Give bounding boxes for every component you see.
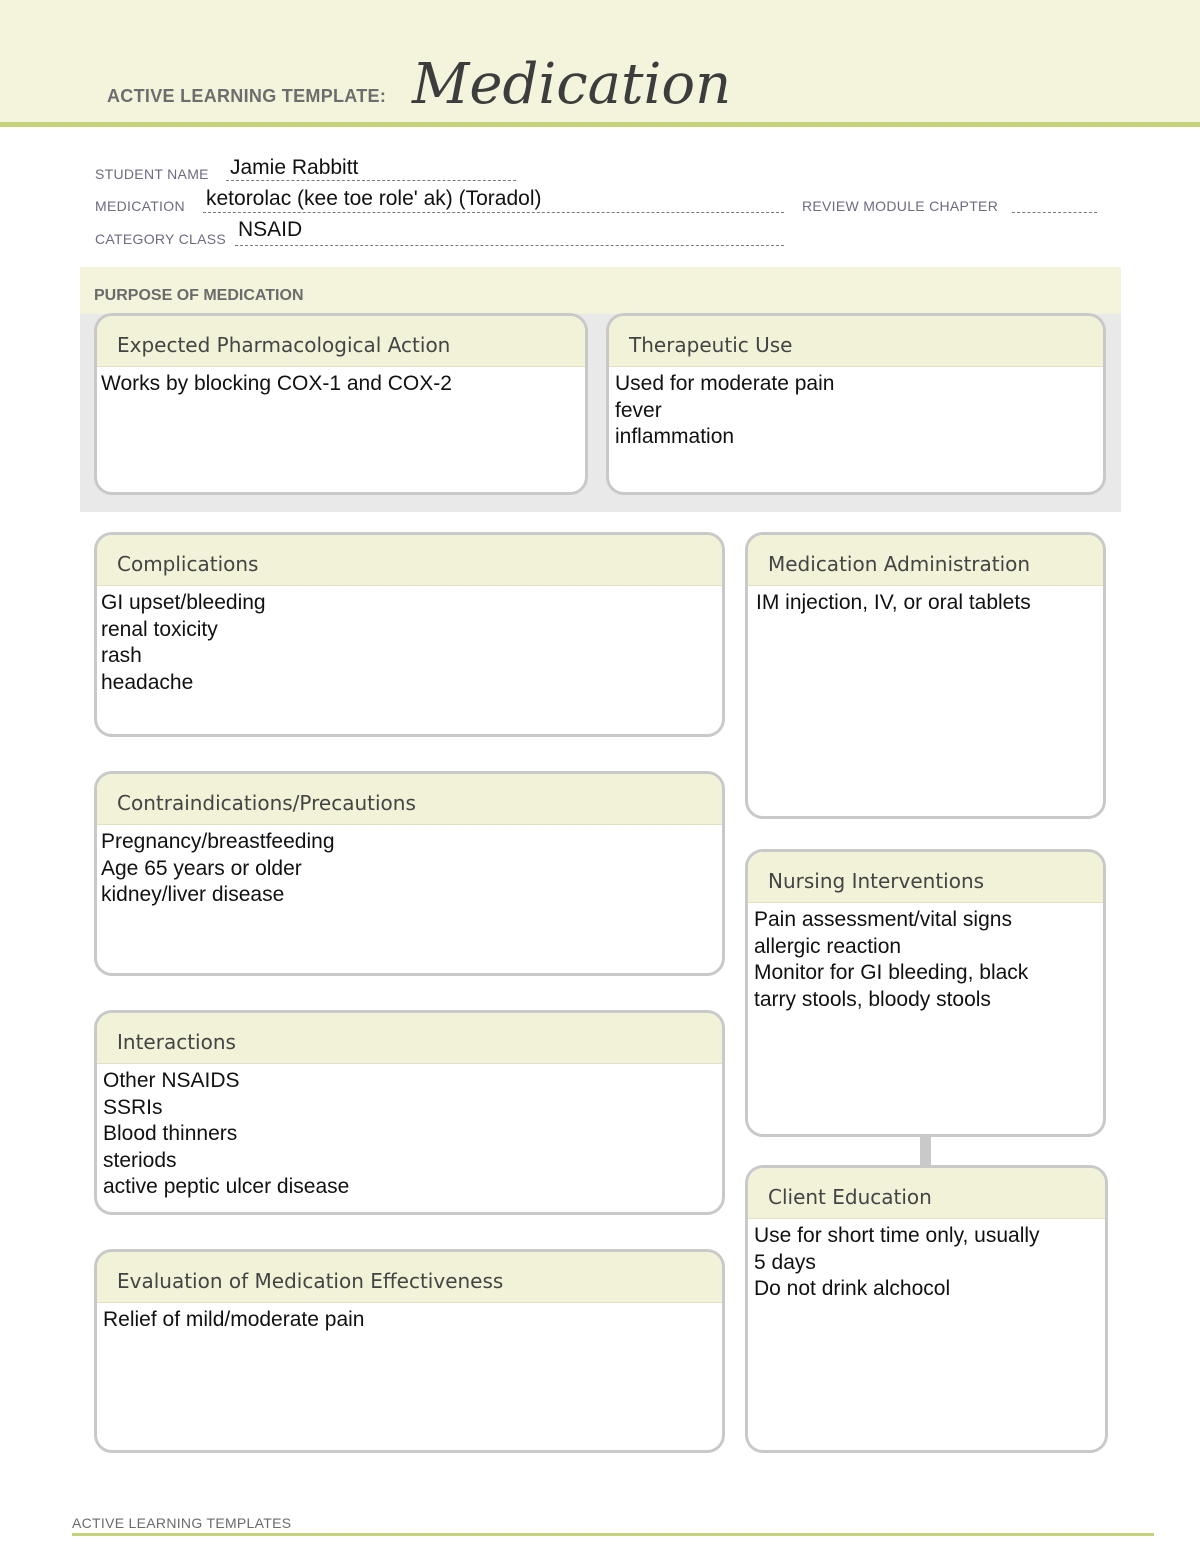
client-education-line: Do not drink alchocol: [754, 1277, 951, 1300]
student-name-line: [226, 180, 516, 181]
nursing-interventions-line: tarry stools, bloody stools: [754, 987, 991, 1011]
therapeutic-use-title: Therapeutic Use: [609, 316, 1103, 367]
complications-line: renal toxicity: [101, 617, 218, 641]
interactions-line: steriods: [103, 1148, 177, 1172]
expected-action-title: Expected Pharmacological Action: [97, 316, 585, 367]
section-connector: [920, 1135, 931, 1166]
complications-line: headache: [101, 670, 194, 694]
student-name-label: STUDENT NAME: [95, 166, 209, 182]
medication-administration-line: IM injection, IV, or oral tablets: [756, 591, 1031, 614]
template-label: ACTIVE LEARNING TEMPLATE:: [107, 86, 387, 106]
interactions-box: [94, 1010, 725, 1215]
client-education-content[interactable]: [748, 1219, 1105, 1303]
medication-label: MEDICATION: [95, 198, 185, 214]
complications-content[interactable]: [97, 586, 722, 696]
nursing-interventions-content[interactable]: [748, 903, 1103, 1013]
expected-action-line: Works by blocking COX-1 and COX-2: [101, 372, 452, 395]
student-name-field[interactable]: Jamie Rabbitt: [230, 156, 359, 179]
evaluation-title: Evaluation of Medication Effectiveness: [97, 1252, 722, 1303]
client-education-line: 5 days: [754, 1250, 816, 1274]
contraindications-line: Age 65 years or older: [101, 856, 302, 880]
complications-line: rash: [101, 644, 142, 667]
review-module-line: [1012, 212, 1097, 213]
complications-line: GI upset/bleeding: [101, 591, 266, 614]
interactions-line: Blood thinners: [103, 1122, 238, 1145]
evaluation-line: Relief of mild/moderate pain: [103, 1308, 365, 1331]
contraindications-content[interactable]: [97, 825, 722, 909]
category-class-field[interactable]: NSAID: [238, 218, 303, 241]
category-class-line: [235, 245, 784, 246]
interactions-title: Interactions: [97, 1013, 722, 1064]
client-education-line: Use for short time only, usually: [754, 1224, 1040, 1247]
contraindications-line: kidney/liver disease: [101, 883, 285, 906]
client-education-box: [745, 1165, 1108, 1453]
medication-line: [203, 212, 784, 213]
interactions-content[interactable]: [97, 1064, 722, 1201]
nursing-interventions-title: Nursing Interventions: [748, 852, 1103, 903]
interactions-line: active peptic ulcer disease: [103, 1175, 350, 1198]
interactions-line: Other NSAIDS: [103, 1069, 240, 1092]
therapeutic-use-line: inflammation: [615, 425, 735, 448]
expected-action-box: [94, 313, 588, 495]
medication-field[interactable]: ketorolac (kee toe role' ak) (Toradol): [206, 187, 542, 210]
contraindications-line: Pregnancy/breastfeeding: [101, 830, 335, 853]
evaluation-box: [94, 1249, 725, 1453]
complications-title: Complications: [97, 535, 722, 586]
medication-administration-box: [745, 532, 1106, 819]
complications-box: [94, 532, 725, 737]
nursing-interventions-line: Pain assessment/vital signs: [754, 908, 1012, 931]
client-education-title: Client Education: [748, 1168, 1105, 1219]
therapeutic-use-line: fever: [615, 398, 662, 422]
category-class-label: CATEGORY CLASS: [95, 231, 227, 247]
nursing-interventions-line: allergic reaction: [754, 934, 902, 958]
footer-divider: [72, 1533, 1154, 1536]
therapeutic-use-content[interactable]: [609, 367, 1103, 451]
template-title: Medication: [412, 52, 732, 117]
therapeutic-use-line: Used for moderate pain: [615, 372, 835, 395]
header-divider: [0, 122, 1200, 127]
purpose-label: PURPOSE OF MEDICATION: [94, 287, 304, 304]
contraindications-box: [94, 771, 725, 976]
expected-action-content[interactable]: [97, 367, 585, 398]
contraindications-title: Contraindications/Precautions: [97, 774, 722, 825]
nursing-interventions-box: [745, 849, 1106, 1137]
evaluation-content[interactable]: [97, 1303, 722, 1334]
nursing-interventions-line: Monitor for GI bleeding, black: [754, 961, 1029, 984]
footer-text: ACTIVE LEARNING TEMPLATES: [72, 1515, 292, 1531]
medication-administration-title: Medication Administration: [748, 535, 1103, 586]
medication-administration-content[interactable]: [748, 586, 1103, 617]
interactions-line: SSRIs: [103, 1095, 163, 1119]
review-module-label: REVIEW MODULE CHAPTER: [802, 198, 999, 214]
therapeutic-use-box: [606, 313, 1106, 495]
